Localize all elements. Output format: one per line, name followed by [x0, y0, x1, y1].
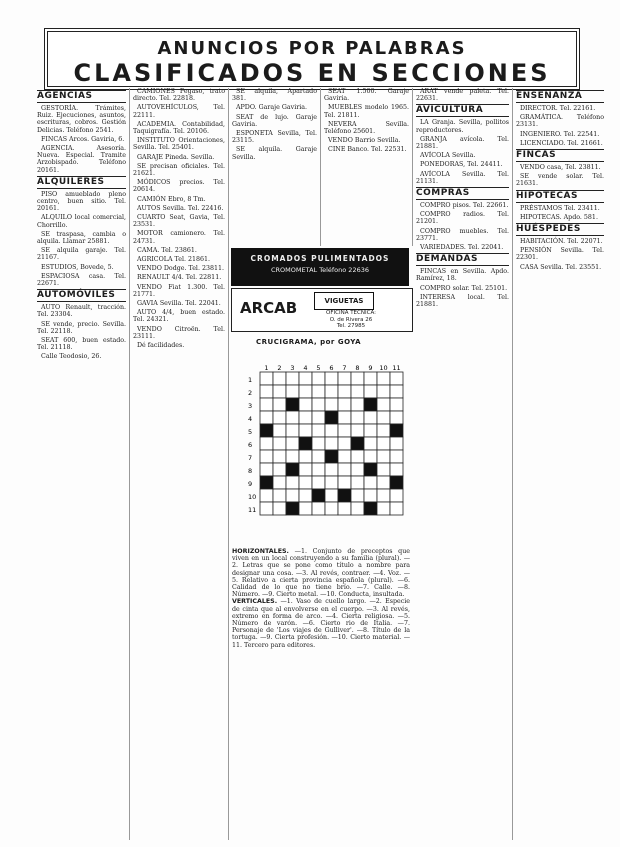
classified-ad: VARIEDADES. Tel. 22041.	[420, 244, 504, 252]
section-heading: HIPOTECAS	[516, 190, 604, 203]
column-number: 3	[290, 364, 295, 372]
column-4	[321, 88, 413, 246]
section-heading: AGENCIAS	[37, 90, 126, 103]
crossword-cell	[338, 437, 351, 450]
crossword-cell	[390, 398, 403, 411]
classified-ad: GESTORÍA. Trámites, Ruiz. Ejecuciones, asuntos, escrituras, cobros. Gestión Delicias. Teléfono 2541.	[37, 105, 126, 134]
crossword-cell	[325, 502, 338, 515]
crossword-cell	[286, 372, 299, 385]
crossword-cell	[273, 489, 286, 502]
crossword-cell	[299, 424, 312, 437]
classified-ad: SE vende, precio. Sevilla. Tel. 22118.	[37, 320, 126, 335]
classified-ad: PISO amueblado pleno centro, buen sitio. Tel. 20161.	[37, 190, 126, 213]
crossword-black-cell	[325, 450, 338, 463]
crossword-cell	[325, 424, 338, 437]
column-number: 1	[264, 364, 269, 372]
crossword-cell	[260, 372, 273, 385]
classified-ad: ESPONETA Sevilla, Tel. 23115.	[232, 130, 317, 145]
classified-ad: Calle Teodosio, 26.	[41, 353, 102, 361]
crossword-cell	[312, 502, 325, 515]
classified-ad: ESPACIOSA casa. Tel. 22671.	[37, 272, 126, 288]
crossword-cell	[299, 489, 312, 502]
crossword-cell	[377, 398, 390, 411]
crossword-cell	[299, 476, 312, 489]
crossword-cell	[299, 502, 312, 515]
crossword-black-cell	[338, 489, 351, 502]
column-number: 7	[342, 364, 347, 372]
column-number: 9	[368, 364, 373, 372]
classified-ad: FINCAS Arcos. Gaviria, 6.	[41, 135, 125, 143]
section-heading: FINCAS	[516, 149, 604, 162]
column-3	[229, 88, 321, 246]
classified-ad: INSTITUTO Orientaciones, Sevilla. Tel. 25401.	[133, 137, 225, 152]
crossword-cell	[338, 424, 351, 437]
crossword-cell	[351, 385, 364, 398]
crossword-cell	[273, 385, 286, 398]
row-number: 8	[248, 467, 253, 475]
crossword-cell	[377, 502, 390, 515]
classified-ad: DIRECTOR. Tel. 22161.	[520, 105, 596, 112]
crossword-cell	[338, 411, 351, 424]
section-heading: AVICULTURA	[416, 104, 509, 117]
classified-ad: VENDO Citroën. Tel. 23111.	[133, 325, 225, 340]
classified-ad: SE alquila garaje. Tel. 21167.	[37, 247, 126, 262]
crossword-cell	[338, 476, 351, 489]
crossword-black-cell	[286, 398, 299, 411]
crossword-black-cell	[364, 463, 377, 476]
row-number: 7	[248, 454, 253, 462]
crossword-black-cell	[351, 437, 364, 450]
crossword-cell	[312, 385, 325, 398]
crossword-cell	[351, 424, 364, 437]
crossword-cell	[364, 424, 377, 437]
crossword-cell	[299, 450, 312, 463]
classified-ad: SEAT 1.500. Garaje Gaviria.	[324, 88, 409, 103]
row-number: 6	[248, 441, 253, 449]
verticales-label: VERTICALES.	[232, 598, 278, 606]
crossword-cell	[377, 463, 390, 476]
crossword-cell	[390, 385, 403, 398]
classified-ad: APDO. Garaje Gaviria.	[236, 104, 307, 112]
crossword-cell	[390, 450, 403, 463]
section-heading: AUTOMÓVILES	[37, 289, 126, 302]
horizontales-clues: —1. Conjunto de preceptos que viven en un local construyendo a su familia (plural). —2. Letras que se pone como título a nombre para designar una cosa. —3. Al revés, contraer. —4. Voz. —5. Relativo a cierta provincia española (plural). —6. Calidad de lo que no tiene brío. —7. Calle. —8. Número. —9. Cierto metal. —10. Conducta, insultada.	[232, 548, 410, 599]
crossword-cell	[273, 450, 286, 463]
section-heading: HUÉSPEDES	[516, 223, 604, 236]
column-2	[130, 88, 229, 840]
masthead-line-1: ANUNCIOS POR PALABRAS	[157, 38, 467, 59]
column-number: 2	[277, 364, 282, 372]
classified-ad: AUTO 4/4, buen estado. Tel. 24321.	[133, 309, 225, 324]
crossword-cell	[351, 463, 364, 476]
crossword-cell	[351, 411, 364, 424]
classified-ad: RENAULT 4/4. Tel. 22811.	[137, 274, 222, 282]
crossword-cell	[260, 385, 273, 398]
crossword-black-cell	[286, 502, 299, 515]
classified-ad: GRAMÁTICA. Teléfono 23131.	[516, 114, 604, 129]
classified-ad: ESTUDIOS, Bovede, 5.	[41, 263, 114, 271]
arcab-info	[316, 310, 386, 330]
crossword-black-cell	[260, 424, 273, 437]
classified-ad: AGENCIA. Asesoría. Nueva. Especial. Tramite Arzobispado. Teléfono 20161.	[37, 145, 126, 174]
column-number: 5	[316, 364, 321, 372]
crossword-cell	[260, 450, 273, 463]
classified-ad: AUTOVEHÍCULOS, Tel. 22111.	[133, 104, 225, 119]
classified-ad: GRANJA avícola. Tel. 21881.	[416, 135, 509, 151]
arcab-address: O. de Rivera 26	[329, 316, 373, 323]
crossword-cell	[390, 437, 403, 450]
classified-ad: HIPOTECAS. Apdo. 581.	[520, 213, 598, 221]
row-number: 5	[248, 428, 253, 436]
viguetas-brand: VIGUETAS	[314, 292, 374, 310]
classified-ad: CAMA. Tel. 23861.	[137, 246, 197, 254]
crossword-cell	[364, 385, 377, 398]
classified-ad: GAVIA Sevilla. Tel. 22041.	[137, 300, 221, 308]
classified-ad: SEAT de lujo. Garaje Gaviria.	[232, 113, 317, 128]
classified-ad: SE alquila, Apartado 381.	[232, 88, 317, 103]
crossword-cell	[364, 437, 377, 450]
crossword-cell	[364, 411, 377, 424]
crossword-grid	[246, 364, 411, 544]
crossword-cell	[364, 476, 377, 489]
cromo-line-1: CROMADOS PULIMENTADOS	[250, 254, 390, 263]
row-number: 10	[248, 493, 257, 501]
crossword-black-cell	[299, 437, 312, 450]
crossword-cell	[351, 372, 364, 385]
crossword-cell	[338, 372, 351, 385]
crossword-cell	[377, 437, 390, 450]
crossword-cell	[325, 372, 338, 385]
classified-ad: MÓDICOS precios. Tel. 20614.	[133, 179, 225, 194]
crossword-cell	[286, 385, 299, 398]
crossword-cell	[260, 398, 273, 411]
crossword-cell	[299, 463, 312, 476]
crossword-cell	[325, 463, 338, 476]
crossword-cell	[299, 411, 312, 424]
crossword-cell	[286, 411, 299, 424]
section-heading: ALQUILERES	[37, 176, 126, 189]
crossword-cell	[390, 489, 403, 502]
crossword-cell	[273, 476, 286, 489]
classified-ad: Dé facilidades.	[137, 342, 185, 350]
crossword-black-cell	[286, 463, 299, 476]
classified-ad: SEAT 600, buen estado. Tel. 21118.	[37, 337, 126, 352]
crossword-cell	[312, 398, 325, 411]
crossword-cell	[273, 502, 286, 515]
classified-ad: PENSIÓN Sevilla. Tel. 22301.	[516, 247, 604, 262]
row-number: 11	[248, 506, 257, 514]
crossword-cell	[286, 424, 299, 437]
crossword-black-cell	[260, 476, 273, 489]
classified-ad: MUEBLES modelo 1965. Tel. 21811.	[324, 104, 409, 119]
column-number: 8	[355, 364, 360, 372]
cromo-line-2: CROMOMETAL Teléfono 22636	[271, 266, 369, 274]
classified-ad: INGENIERO. Tel. 22541.	[520, 130, 600, 138]
crossword-cell	[364, 372, 377, 385]
classified-ad: INTERESA local. Tel. 21881.	[416, 293, 509, 309]
crossword-cell	[273, 398, 286, 411]
crossword-cell	[338, 502, 351, 515]
crossword-cell	[312, 372, 325, 385]
masthead-line-2: CLASIFICADOS EN SECCIONES	[73, 59, 551, 87]
classified-ad: COMPRO muebles. Tel. 23771.	[416, 227, 509, 242]
crossword-cell	[273, 437, 286, 450]
classified-ad: AVÍCOLA Sevilla. Tel. 21131.	[416, 170, 509, 185]
crossword-black-cell	[325, 411, 338, 424]
arcab-phone: Tel. 27985	[336, 323, 366, 329]
crossword-cell	[338, 398, 351, 411]
column-number: 10	[379, 364, 388, 372]
classified-ad: SE vende solar. Tel. 21631.	[516, 173, 604, 188]
crossword-cell	[351, 450, 364, 463]
column-number: 4	[303, 364, 308, 372]
classified-ad: PRÉSTAMOS Tel. 23411.	[520, 204, 600, 212]
crossword-cell	[260, 437, 273, 450]
crossword-cell	[273, 424, 286, 437]
row-number: 1	[248, 376, 253, 384]
classified-ad: VENDO Dodge. Tel. 23811.	[137, 265, 224, 273]
crossword-cell	[338, 385, 351, 398]
crossword-black-cell	[390, 476, 403, 489]
column-1	[34, 88, 130, 840]
crossword-black-cell	[364, 502, 377, 515]
crossword-cell	[390, 372, 403, 385]
classified-ad: HABITACIÓN. Tel. 22071.	[520, 238, 603, 246]
crossword-cell	[312, 411, 325, 424]
classified-ad: MOTOR camionero. Tel. 24731.	[133, 230, 225, 245]
classified-ad: LICENCIADO. Tel. 21661.	[520, 139, 603, 147]
crossword-cell	[325, 398, 338, 411]
verticales-clues: —1. Vaso de cuello largo. —2. Especie de cinta que al envolverse en el cuerpo. —3. Al revés, extremo en forma de arco. —4. Cierta religiosa. —5. Número de varón. —6. Cierto rio de Italia. —7. Personaje de 'Los viajes de Gulliver'. —8. Título de la tortuga. —9. Cierta profesión. —10. Cierto material. —11. Tercero para editores.	[232, 598, 410, 649]
crossword-cell	[273, 463, 286, 476]
arcab-ad	[231, 288, 413, 332]
crossword-cell	[377, 411, 390, 424]
crossword-cell	[273, 411, 286, 424]
classified-ad: CASA Sevilla. Tel. 23551.	[520, 263, 602, 271]
crossword-cell	[312, 424, 325, 437]
classified-ad: FINCAS en Sevilla. Apdo. Ramírez, 18.	[416, 268, 509, 283]
section-heading: DEMANDAS	[416, 253, 509, 266]
classified-ad: LA Granja. Sevilla, pollitos reproductores.	[416, 119, 509, 134]
crossword-cell	[390, 463, 403, 476]
section-heading: COMPRAS	[416, 187, 509, 200]
crossword-cell	[364, 450, 377, 463]
crossword-cell	[260, 463, 273, 476]
crossword-cell	[351, 489, 364, 502]
column-6	[513, 88, 607, 840]
crossword-cell	[351, 398, 364, 411]
crossword-cell	[325, 437, 338, 450]
horizontales-label: HORIZONTALES.	[232, 548, 289, 555]
crossword-cell	[338, 463, 351, 476]
classified-ad: COMPRO pisos. Tel. 22661.	[420, 202, 509, 210]
crossword-cell	[312, 437, 325, 450]
crossword-black-cell	[364, 398, 377, 411]
crossword-cell	[273, 372, 286, 385]
crossword-cell	[338, 450, 351, 463]
crossword-cell	[312, 450, 325, 463]
classified-ad: AGRICOLA Tel. 21861.	[137, 256, 211, 264]
classified-ad: ACADEMIA. Contabilidad, Taquigrafía. Tel. 20106.	[133, 120, 225, 136]
crossword-cell	[377, 450, 390, 463]
crossword-cell	[351, 502, 364, 515]
crossword-black-cell	[312, 489, 325, 502]
classified-ad: VENDO casa, Tel. 23811.	[520, 164, 601, 172]
classified-ad: GARAJE Pineda. Sevilla.	[137, 153, 215, 161]
classified-ad: SE alquila. Garaje Sevilla.	[232, 146, 317, 161]
crossword-cell	[390, 411, 403, 424]
classified-ad: SE traspasa, cambia o alquila. Llamar 25881.	[37, 230, 126, 246]
classified-ad: CINE Banco. Tel. 22531.	[328, 146, 407, 154]
crossword-cell	[299, 372, 312, 385]
crossword-cell	[312, 476, 325, 489]
classified-ad: NEVERA Sevilla. Teléfono 25601.	[324, 120, 409, 136]
classified-ad: AUTOS Sevilla. Tel. 22416.	[137, 204, 224, 212]
crossword-black-cell	[390, 424, 403, 437]
classified-ad: COMPRO solar. Tel. 25101.	[420, 284, 508, 292]
crossword-title: CRUCIGRAMA, por GOYA	[256, 338, 362, 346]
classified-ad: COMPRO radios. Tel. 21201.	[416, 211, 509, 226]
crossword-cell	[364, 489, 377, 502]
crossword-cell	[286, 437, 299, 450]
crossword-cell	[377, 385, 390, 398]
classified-ad: ARAT vende paleta. Tel. 22631.	[416, 88, 509, 103]
crossword-cell	[260, 411, 273, 424]
row-number: 9	[248, 480, 253, 488]
column-number: 6	[329, 364, 334, 372]
row-number: 4	[248, 415, 253, 423]
crossword-cell	[377, 372, 390, 385]
column-5	[413, 88, 513, 840]
crossword-cell	[260, 489, 273, 502]
crossword-cell	[299, 398, 312, 411]
crossword-cell	[377, 424, 390, 437]
classified-ad: AVÍCOLA Sevilla.	[420, 152, 476, 160]
classified-ad: VENDO Fiat 1.300. Tel. 21771.	[133, 283, 225, 298]
classified-ad: AUTO Renault, tracción. Tel. 23304.	[37, 304, 126, 319]
crossword-cell	[377, 476, 390, 489]
classified-ad: VENDO Barrio Sevilla.	[328, 137, 401, 145]
crossword-cell	[390, 502, 403, 515]
crossword-cell	[325, 476, 338, 489]
crossword-cell	[351, 476, 364, 489]
classified-ad: ALQUILO local comercial, Chorrillo.	[37, 214, 126, 229]
crossword-cell	[286, 489, 299, 502]
masthead	[44, 28, 580, 90]
arcab-office: OFICINA TÉCNICA:	[326, 310, 376, 316]
crossword-cell	[377, 489, 390, 502]
section-heading: ENSEÑANZA	[516, 90, 604, 103]
classified-ad: PONEDORAS, Tel. 24411.	[420, 161, 503, 169]
row-number: 3	[248, 402, 253, 410]
crossword-cell	[286, 450, 299, 463]
crossword-cell	[286, 476, 299, 489]
classified-ad: SE precisan oficiales. Tel. 21621.	[133, 162, 225, 178]
crossword-cell	[325, 385, 338, 398]
arcab-logo: ARCAB	[240, 299, 298, 317]
crossword-cell	[325, 489, 338, 502]
cromometal-ad	[231, 248, 409, 286]
row-number: 2	[248, 389, 253, 397]
classified-ad: CAMIÓN Ebro, 8 Tm.	[137, 195, 206, 203]
crossword-clues	[229, 548, 413, 840]
classified-ad: CAMIONES Pegaso, trato directo. Tel. 22818.	[133, 88, 225, 103]
crossword-cell	[260, 502, 273, 515]
crossword-cell	[312, 463, 325, 476]
crossword-cell	[299, 385, 312, 398]
classified-ad: CUARTO Seat, Gavia, Tel. 23531.	[133, 214, 225, 229]
column-number: 11	[392, 364, 401, 372]
